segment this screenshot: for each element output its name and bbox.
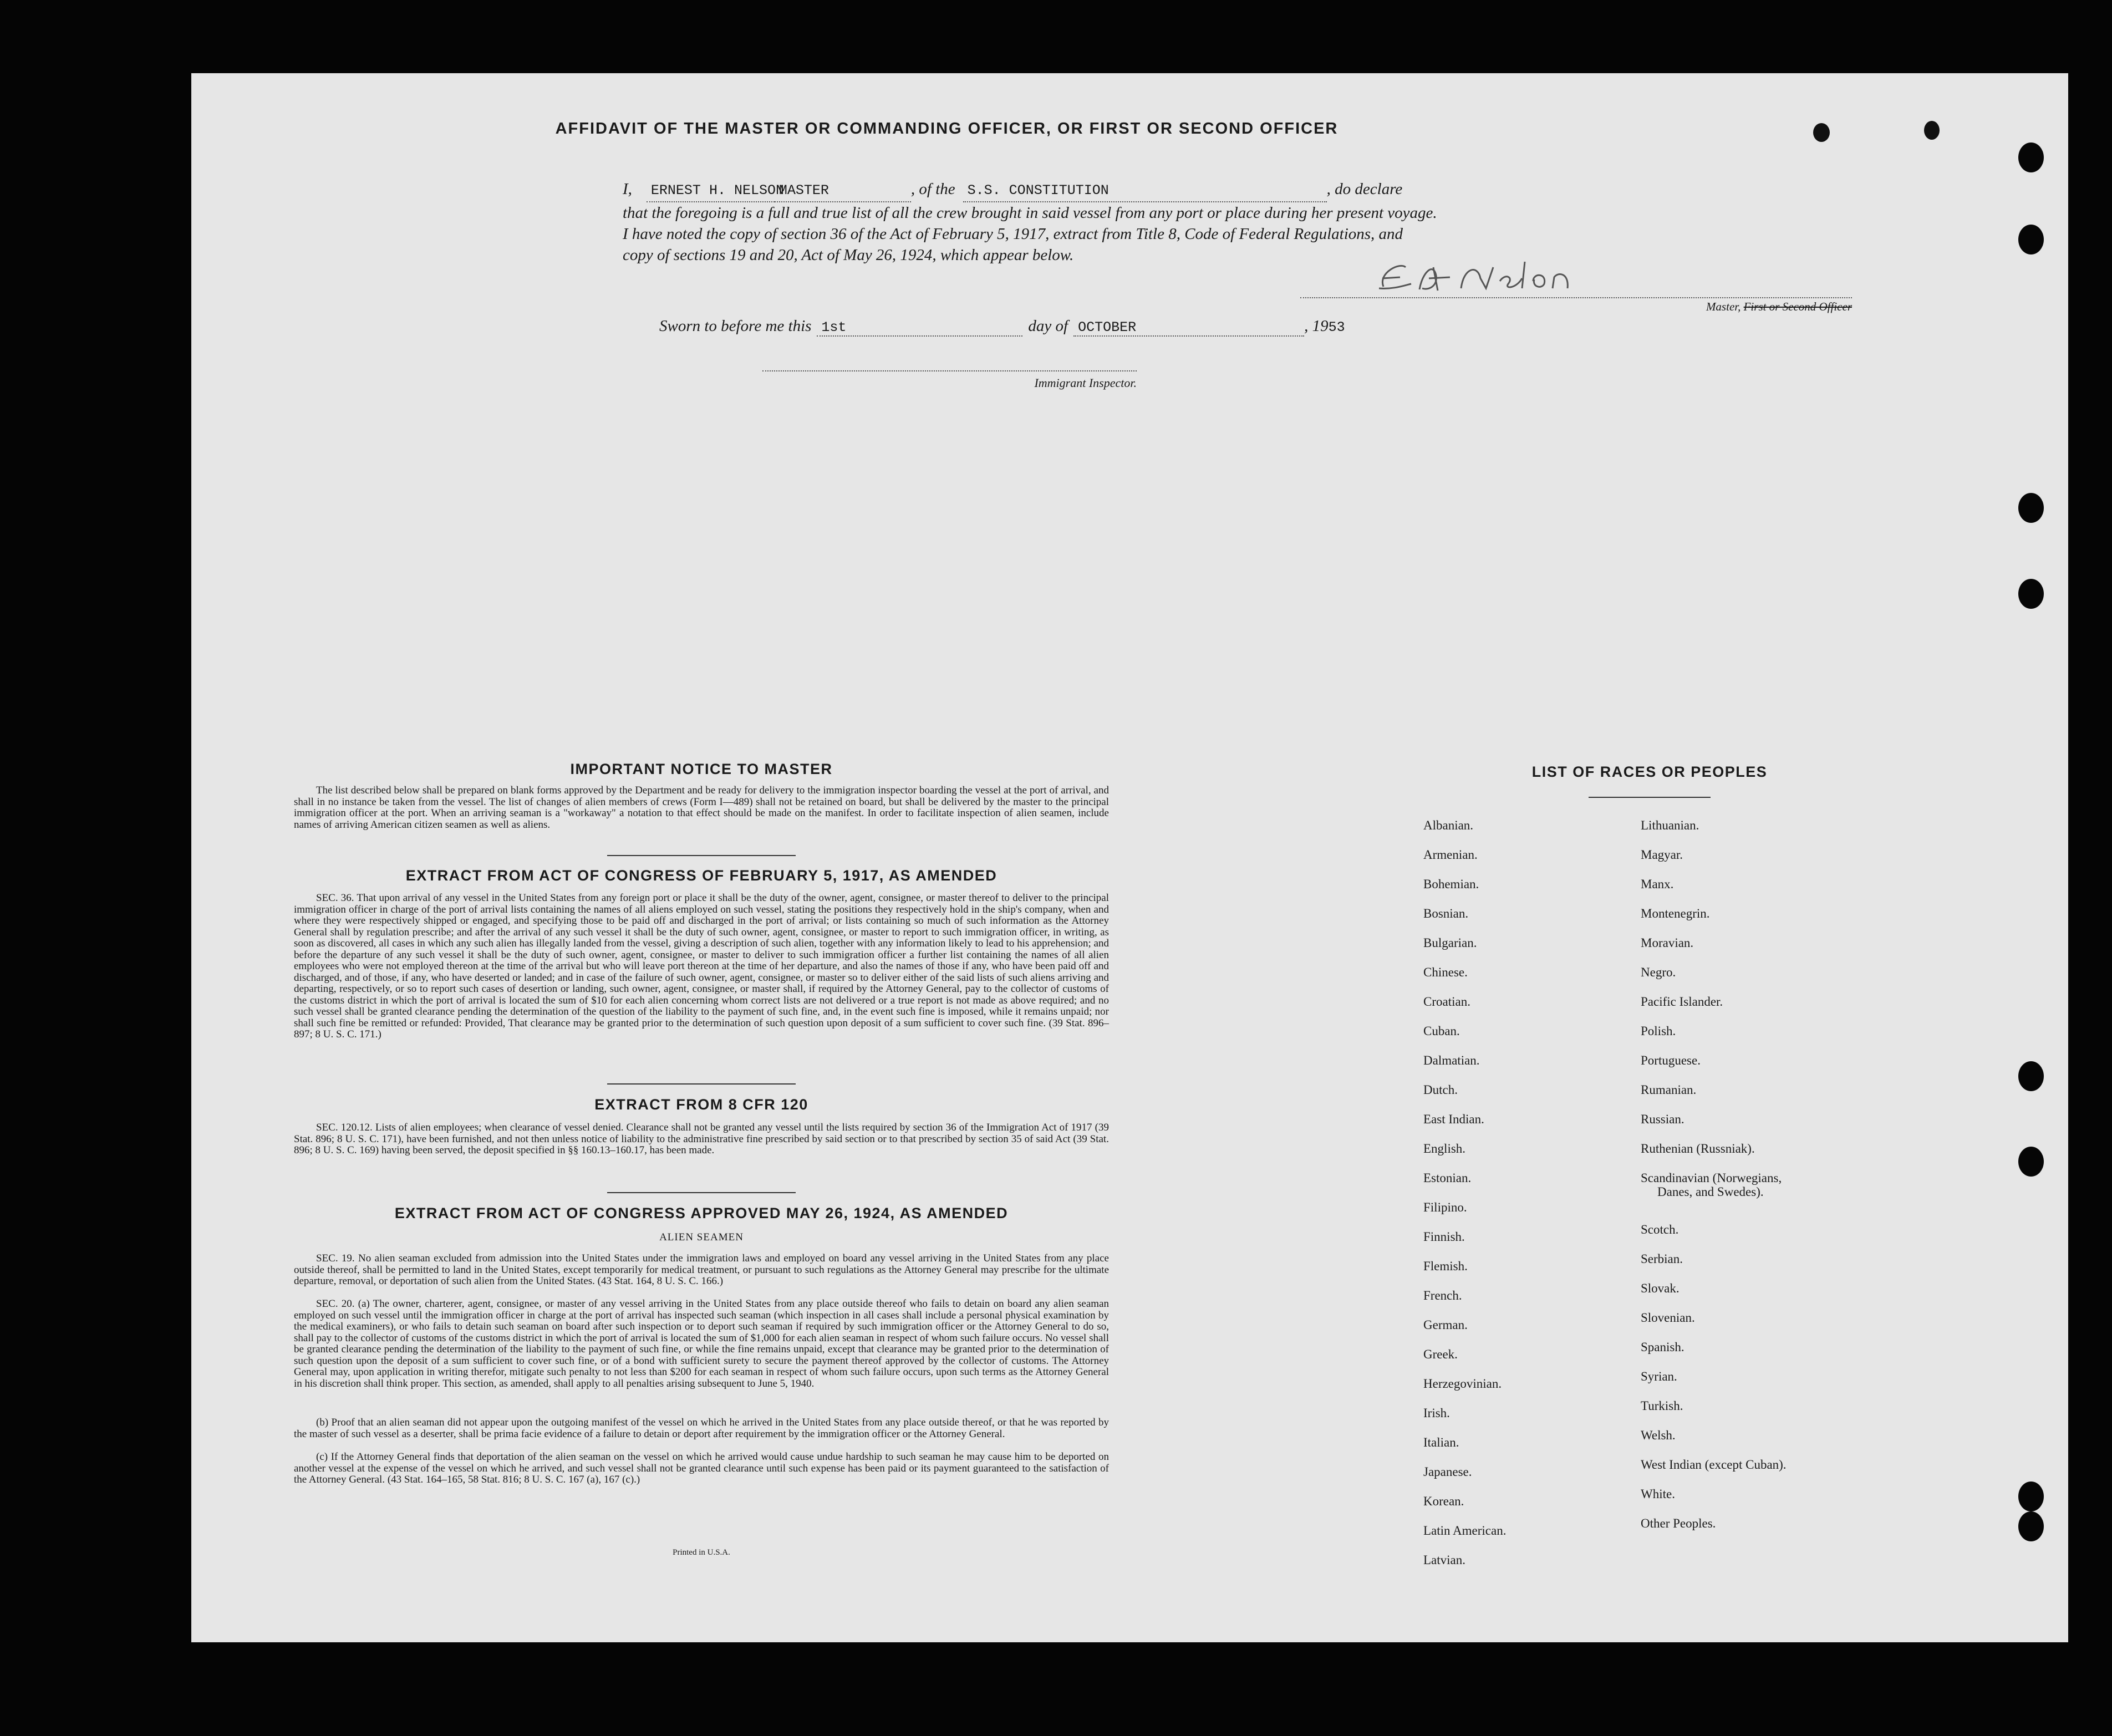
binder-hole (2018, 1061, 2044, 1091)
list-item: Montenegrin. (1641, 907, 1710, 920)
binder-hole (2018, 225, 2044, 254)
list-item: Russian. (1641, 1112, 1684, 1126)
sec-20a-text: SEC. 20. (a) The owner, charterer, agent, consignee, or master of any vessel arriving in the United States from any place outside thereof who fails to detain on board any alien seaman employed on such vessel until the immigration officer in charge at the port of arrival has inspected such seaman (which inspection in all cases shall include a personal physical examination by the medical examiners), or who fails to detain such seaman on board after such inspection or to deport such seaman if required by such immigration officer or the Attorney General to do so, shall pay to the collector of customs of the customs district in which the port of arrival is located the sum of $1,000 for each alien seaman in respect of whom such failure occurs. No vessel shall be granted clearance pending the determination of the liability to the payment of such fine, or while the fine remains unpaid, except that clearance may be granted prior to the determination of such question upon the deposit of a sum sufficient to cover such fine, or of a bond with sufficient surety to secure the payment thereof approved by the collector of customs. The Attorney General may, upon application in writing therefor, mitigate such penalty to not less than $200 for each seaman in respect of whom such failure occurs, upon such terms as the Attorney General in his discretion shall think proper. This section, as amended, shall apply to all penalties arising subsequent to June 5, 1940. (294, 1298, 1109, 1389)
list-item: West Indian (except Cuban). (1641, 1458, 1787, 1472)
declaration-i: I, (623, 180, 632, 198)
sec-20b-text: (b) Proof that an alien seaman did not appear upon the outgoing manifest of the vessel on which he arrived in the United States from any place outside thereof, or that he was reported by the master of such vessel as a deserter, shall be prima facie evidence of a failure to detain or deport after requirement by the immigration officer or the Attorney General. (294, 1417, 1109, 1440)
list-item: Cuban. (1423, 1024, 1460, 1038)
list-item: Portuguese. (1641, 1053, 1701, 1067)
extract-1917-heading: EXTRACT FROM ACT OF CONGRESS OF FEBRUARY 5, 1917, AS AMENDED (405, 867, 998, 884)
day-of-text: day of (1028, 317, 1068, 335)
rank-field[interactable]: MASTER (775, 180, 911, 202)
binder-hole (2018, 1511, 2044, 1541)
declaration-block (623, 179, 1851, 266)
list-item: Manx. (1641, 877, 1674, 891)
list-item: Spanish. (1641, 1340, 1684, 1354)
struck-officer-label: First or Second Officer (1743, 300, 1852, 313)
list-item: Latvian. (1423, 1553, 1465, 1567)
master-name-field[interactable]: ERNEST H. NELSON (647, 180, 775, 202)
list-item: Polish. (1641, 1024, 1676, 1038)
divider (607, 855, 796, 856)
ink-mark (1813, 123, 1830, 142)
sworn-line (659, 317, 1345, 337)
binder-hole (2018, 1147, 2044, 1177)
list-item: English. (1423, 1142, 1466, 1155)
list-item: Danes, and Swedes). (1657, 1185, 1764, 1199)
list-item: Ruthenian (Russniak). (1641, 1142, 1755, 1155)
binder-hole (2018, 1482, 2044, 1511)
handwritten-signature (1367, 256, 1600, 301)
binder-hole (2018, 579, 2044, 609)
vessel-name-field[interactable]: S.S. CONSTITUTION (963, 180, 1327, 202)
list-item: German. (1423, 1318, 1468, 1332)
declaration-line-3: I have noted the copy of section 36 of the Act of February 5, 1917, extract from Title 8, Code of Federal Regulations, and (623, 225, 1403, 243)
divider (607, 1083, 796, 1085)
signature-line[interactable] (1300, 263, 1852, 298)
list-item: Dutch. (1423, 1083, 1458, 1097)
of-the-text: , of the (910, 180, 955, 198)
list-item: Filipino. (1423, 1200, 1467, 1214)
signature-label (1300, 300, 1852, 314)
sec-20c-text: (c) If the Attorney General finds that deportation of the alien seaman on the vessel on which he arrived would cause undue hardship to such seaman he may cause him to be deported on another vessel at the expense of the vessel on which he arrived, and such vessel shall not be granted clearance until such expense has been paid or its payment guaranteed to the satisfaction of the Attorney General. (43 Stat. 164–165, 58 Stat. 816; 8 U. S. C. 167 (a), 167 (c).) (294, 1451, 1109, 1485)
master-label: Master, (1706, 300, 1741, 313)
list-item: Albanian. (1423, 818, 1474, 832)
extract-1924-heading: EXTRACT FROM ACT OF CONGRESS APPROVED MAY 26, 1924, AS AMENDED (394, 1205, 1009, 1221)
list-item: Finnish. (1423, 1230, 1465, 1244)
binder-hole (2018, 493, 2044, 523)
list-item: Flemish. (1423, 1259, 1468, 1273)
list-item: Slovak. (1641, 1281, 1680, 1295)
races-column-2 (1641, 811, 1787, 1538)
year-prefix: , 19 (1304, 317, 1329, 335)
sworn-month-field[interactable]: OCTOBER (1073, 319, 1304, 337)
list-item: Bohemian. (1423, 877, 1479, 891)
list-item: Bulgarian. (1423, 936, 1477, 950)
list-item: Chinese. (1423, 965, 1468, 979)
extract-8cfr-text: SEC. 120.12. Lists of alien employees; when clearance of vessel denied. Clearance shall not be granted any vessel until the lists required by section 36 of the Immigration Act of 1917 (39 Stat. 896; 8 U. S. C. 171), have been furnished, and not then unless notice of liability to the administrative fine prescribed by said section or to that prescribed by section 35 of said Act (39 Stat. 896; 8 U. S. C. 169) having been served, the deposit specified in §§ 160.13–160.17, has been made. (294, 1122, 1109, 1156)
list-item: East Indian. (1423, 1112, 1484, 1126)
list-item: Herzegovinian. (1423, 1377, 1502, 1391)
list-item: Korean. (1423, 1494, 1464, 1508)
list-item: Scandinavian (Norwegians, (1641, 1171, 1782, 1185)
list-item: Slovenian. (1641, 1311, 1695, 1325)
list-item: Magyar. (1641, 848, 1683, 862)
notice-heading: IMPORTANT NOTICE TO MASTER (570, 761, 833, 777)
list-item: Negro. (1641, 965, 1676, 979)
list-item: Japanese. (1423, 1465, 1472, 1479)
list-item: French. (1423, 1289, 1462, 1302)
list-item: Italian. (1423, 1435, 1459, 1449)
list-item: Latin American. (1423, 1524, 1507, 1538)
signature-block (1300, 263, 1852, 314)
inspector-label: Immigrant Inspector. (1034, 376, 1137, 390)
list-item: White. (1641, 1487, 1675, 1501)
ink-mark (1924, 121, 1940, 140)
list-item: Irish. (1423, 1406, 1450, 1420)
list-item: Serbian. (1641, 1252, 1683, 1266)
inspector-signature-line[interactable] (762, 370, 1137, 371)
sec-19-text: SEC. 19. No alien seaman excluded from admission into the United States under the immigration laws and employed on board any vessel arriving in the United States from any place outside thereof, shall be permitted to land in the United States, except temporarily for medical treatment, or pursuant to such regulations as the Attorney General may prescribe for the ultimate departure, removal, or deportation of such alien from the United States. (43 Stat. 164, 8 U. S. C. 166.) (294, 1253, 1109, 1287)
list-item: Syrian. (1641, 1370, 1677, 1383)
alien-seamen-subheading: ALIEN SEAMEN (659, 1231, 744, 1243)
printed-in-usa: Printed in U.S.A. (673, 1548, 730, 1557)
declaration-line-2: that the foregoing is a full and true list of all the crew brought in said vessel from any port or place during her present voyage. (623, 204, 1437, 222)
list-item: Dalmatian. (1423, 1053, 1480, 1067)
list-item: Other Peoples. (1641, 1516, 1716, 1530)
list-item: Greek. (1423, 1347, 1458, 1361)
affidavit-title: AFFIDAVIT OF THE MASTER OR COMMANDING OFFICER, OR FIRST OR SECOND OFFICER (555, 120, 1339, 138)
extract-8cfr-heading: EXTRACT FROM 8 CFR 120 (594, 1096, 808, 1113)
divider (607, 1192, 796, 1193)
document-page (191, 73, 2068, 1642)
list-item: Moravian. (1641, 936, 1694, 950)
list-item: Lithuanian. (1641, 818, 1699, 832)
divider (1589, 797, 1711, 798)
notice-text: The list described below shall be prepared on blank forms approved by the Department and be ready for delivery to the immigration inspector boarding the vessel at the port of arrival, and shall in no instance be taken from the vessel. The list of changes of alien members of crews (Form I—489) shall not be retained on board, but shall be delivered by the master to the principal immigration officer at the port. When an arriving seaman is a "workaway" a notation to that effect should be made on the manifest. In order to facilitate inspection of alien seamen, include names of arriving American citizen seamen as well as aliens. (294, 785, 1109, 831)
sworn-day-field[interactable]: 1st (817, 319, 1022, 337)
list-item: Pacific Islander. (1641, 995, 1723, 1009)
list-item: Armenian. (1423, 848, 1478, 862)
sworn-year-field[interactable]: 53 (1328, 319, 1345, 335)
extract-1917-text: SEC. 36. That upon arrival of any vessel in the United States from any foreign port or place it shall be the duty of the owner, agent, consignee, or master thereof to deliver to the principal immigration officer in charge of the port of arrival lists containing the names of all aliens employed on such vessel, stating the positions they respectively hold in the ship's company, when and where they were respectively shipped or engaged, and specifying those to be paid off and discharged in the port of arrival; or lists containing so much of such information as the Attorney General shall by regulation prescribe; and after the arrival of any such vessel it shall be the duty of such owner, agent, consignee, or master to report to such immigration officer, in writing, as soon as discovered, all cases in which any such alien has illegally landed from the vessel, giving a description of such alien, together with any information likely to lead to his apprehension; and before the departure of any such vessel it shall be the duty of such owner, agent, consignee, or master to deliver to such immigration officer a further list containing the names of all alien employees who were not employed thereon at the time of the arrival but who will leave port thereon at the time of her departure, and also the names of those if any, who have been paid off and discharged, and of those, if any, who have deserted or landed; and in case of the failure of such owner, agent, consignee, or master so to deliver either of the said lists of such aliens arriving and departing, respectively, or so to report such cases of desertion or landing, such owner, agent, consignee, or master shall, if required by the Attorney General, pay to the collector of customs of the customs district in which the port of arrival is located the sum of $10 for each alien concerning whom correct lists are not delivered or a true report is not made as above required; and no such vessel shall be granted clearance pending the determination of the question of the liability to the payment of such fine, and, in the event such fine is imposed, while it remains unpaid; nor shall such fine be remitted or refunded: Provided, That clearance may be granted prior to the determination of such question upon deposit of a sum sufficient to cover such fine. (39 Stat. 896–897; 8 U. S. C. 171.) (294, 892, 1109, 1040)
races-heading: LIST OF RACES OR PEOPLES (1531, 763, 1768, 780)
list-item: Croatian. (1423, 995, 1470, 1009)
list-item: Estonian. (1423, 1171, 1472, 1185)
list-item: Turkish. (1641, 1399, 1683, 1413)
list-item: Rumanian. (1641, 1083, 1697, 1097)
binder-hole (2018, 142, 2044, 172)
list-item: Bosnian. (1423, 907, 1469, 920)
do-declare-text: , do declare (1326, 180, 1403, 198)
list-item: Scotch. (1641, 1223, 1679, 1236)
races-column-1 (1423, 811, 1506, 1575)
list-item: Welsh. (1641, 1428, 1676, 1442)
declaration-line-4: copy of sections 19 and 20, Act of May 26, 1924, which appear below. (623, 246, 1074, 264)
sworn-prefix: Sworn to before me this (659, 317, 812, 335)
